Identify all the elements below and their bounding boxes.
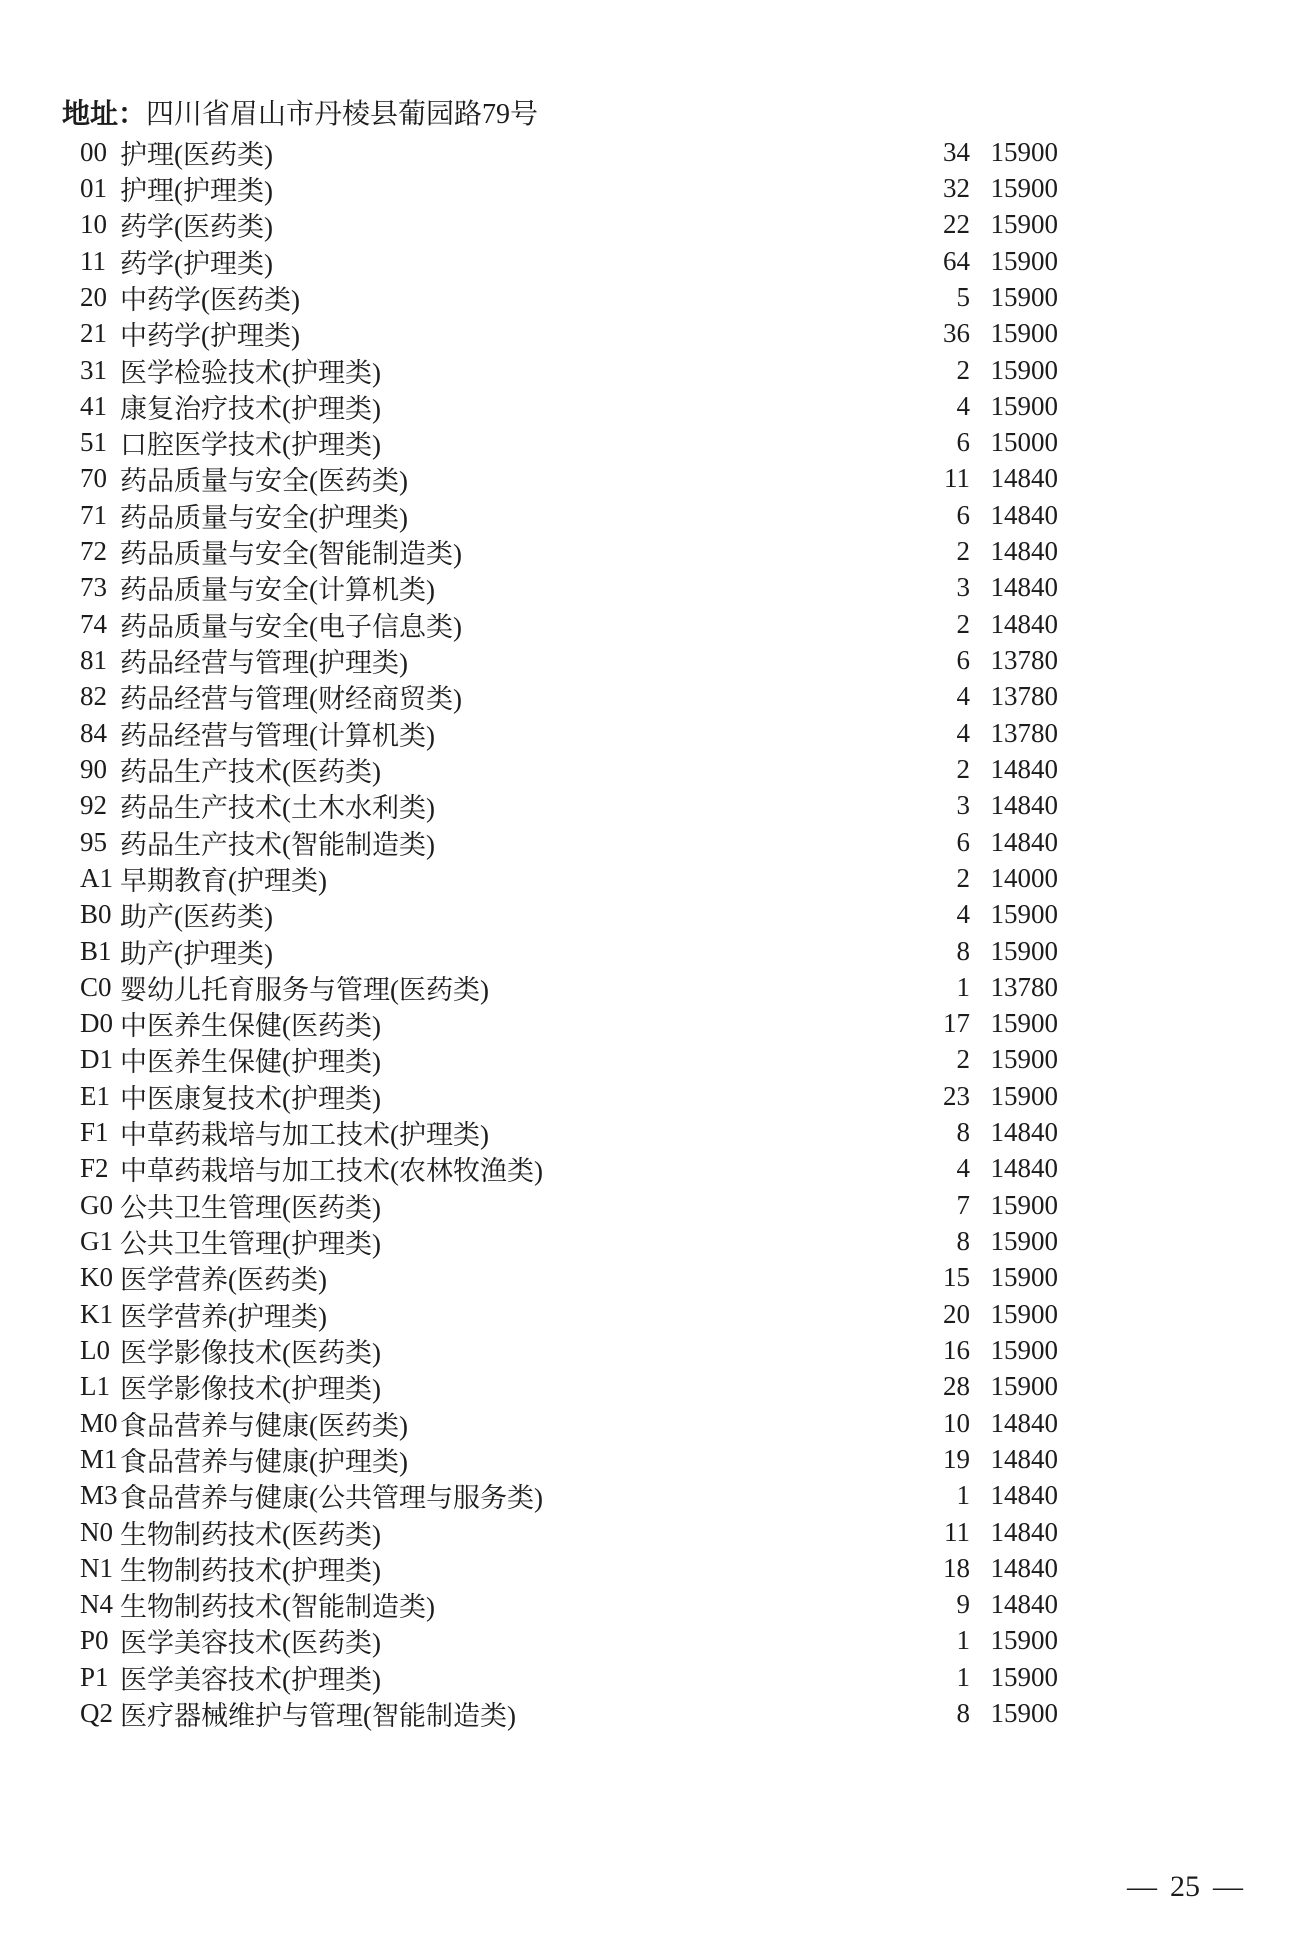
- tuition-fee: 14840: [990, 1407, 1058, 1438]
- major-code: A1: [80, 862, 113, 893]
- tuition-fee: 15900: [990, 209, 1058, 240]
- enrollment-count: 64: [943, 245, 970, 276]
- enrollment-count: 20: [943, 1298, 970, 1329]
- enrollment-count: 4: [956, 681, 970, 712]
- major-name: 医学影像技术(医药类): [120, 1337, 381, 1368]
- tuition-fee: 15900: [990, 1044, 1058, 1075]
- tuition-fee: 14000: [990, 862, 1058, 893]
- major-code: M3: [80, 1480, 118, 1511]
- tuition-fee: 15900: [990, 1334, 1058, 1365]
- major-code: K1: [80, 1298, 113, 1329]
- major-name: 中草药栽培与加工技术(护理类): [120, 1120, 489, 1151]
- page-number-dash-right: —: [1213, 1870, 1243, 1903]
- tuition-fee: 15000: [990, 427, 1058, 458]
- tuition-fee: 15900: [990, 899, 1058, 930]
- table-row: [80, 1114, 1058, 1150]
- major-code: 51: [80, 427, 107, 458]
- page-number-dash-left: —: [1127, 1870, 1157, 1903]
- major-name: 医学营养(医药类): [120, 1265, 327, 1296]
- major-code: N1: [80, 1552, 113, 1583]
- major-code: K0: [80, 1262, 113, 1293]
- page-number-value: 25: [1170, 1870, 1200, 1903]
- enrollment-count: 5: [956, 281, 970, 312]
- major-code: 84: [80, 717, 107, 748]
- enrollment-count: 3: [956, 572, 970, 603]
- enrollment-count: 4: [956, 390, 970, 421]
- tuition-fee: 14840: [990, 1516, 1058, 1547]
- table-row: [80, 1332, 1058, 1368]
- major-name: 医学检验技术(护理类): [120, 357, 381, 388]
- major-name: 医学美容技术(医药类): [120, 1628, 381, 1659]
- tuition-fee: 14840: [990, 536, 1058, 567]
- table-row: [80, 1659, 1058, 1695]
- tuition-fee: 13780: [990, 681, 1058, 712]
- table-row: [80, 751, 1058, 787]
- major-name: 医学影像技术(护理类): [120, 1374, 381, 1405]
- major-name: 食品营养与健康(护理类): [120, 1446, 408, 1477]
- major-code: 11: [80, 245, 106, 276]
- major-code: 01: [80, 172, 107, 203]
- major-name: 中医康复技术(护理类): [120, 1083, 381, 1114]
- table-row: [80, 1369, 1058, 1405]
- major-code: 95: [80, 826, 107, 857]
- enrollment-count: 32: [943, 172, 970, 203]
- major-code: 20: [80, 281, 107, 312]
- table-row: [80, 1187, 1058, 1223]
- major-name: 药品经营与管理(财经商贸类): [120, 684, 462, 715]
- table-row: [80, 243, 1058, 279]
- enrollment-count: 8: [956, 1226, 970, 1257]
- tuition-fee: 14840: [990, 826, 1058, 857]
- tuition-fee: 15900: [990, 1189, 1058, 1220]
- major-name: 康复治疗技术(护理类): [120, 393, 381, 424]
- tuition-fee: 15900: [990, 1262, 1058, 1293]
- tuition-fee: 15900: [990, 1226, 1058, 1257]
- major-name: 中药学(护理类): [120, 321, 300, 352]
- major-name: 药品经营与管理(计算机类): [120, 720, 435, 751]
- tuition-fee: 15900: [990, 318, 1058, 349]
- enrollment-count: 28: [943, 1371, 970, 1402]
- major-name: 护理(护理类): [120, 175, 273, 206]
- tuition-fee: 14840: [990, 1153, 1058, 1184]
- table-row: [80, 642, 1058, 678]
- enrollment-count: 15: [943, 1262, 970, 1293]
- enrollment-count: 4: [956, 717, 970, 748]
- table-row: [80, 352, 1058, 388]
- address-label: 地址：: [62, 99, 147, 130]
- table-row: [80, 1260, 1058, 1296]
- major-name: 中医养生保健(医药类): [120, 1011, 381, 1042]
- major-name: 药品质量与安全(计算机类): [120, 575, 435, 606]
- major-name: 药品质量与安全(护理类): [120, 502, 408, 533]
- table-row: [80, 1623, 1058, 1659]
- table-row: [80, 1151, 1058, 1187]
- major-name: 药学(医药类): [120, 212, 273, 243]
- enrollment-count: 7: [956, 1189, 970, 1220]
- enrollment-count: 4: [956, 1153, 970, 1184]
- table-row: [80, 1223, 1058, 1259]
- major-code: M0: [80, 1407, 118, 1438]
- tuition-fee: 15900: [990, 1625, 1058, 1656]
- major-name: 公共卫生管理(医药类): [120, 1192, 381, 1223]
- major-code: 10: [80, 209, 107, 240]
- major-name: 生物制药技术(护理类): [120, 1555, 381, 1586]
- enrollment-count: 10: [943, 1407, 970, 1438]
- majors-table: [80, 134, 1058, 1732]
- major-name: 药品质量与安全(医药类): [120, 466, 408, 497]
- major-code: B1: [80, 935, 112, 966]
- major-name: 药学(护理类): [120, 248, 273, 279]
- table-row: [80, 679, 1058, 715]
- table-row: [80, 969, 1058, 1005]
- major-code: 90: [80, 753, 107, 784]
- major-code: 70: [80, 463, 107, 494]
- enrollment-count: 2: [956, 608, 970, 639]
- enrollment-count: 22: [943, 209, 970, 240]
- major-code: 71: [80, 499, 107, 530]
- table-row: [80, 1405, 1058, 1441]
- major-name: 助产(护理类): [120, 938, 273, 969]
- tuition-fee: 14840: [990, 1443, 1058, 1474]
- major-name: 医学营养(护理类): [120, 1301, 327, 1332]
- major-name: 药品生产技术(智能制造类): [120, 829, 435, 860]
- major-name: 口腔医学技术(护理类): [120, 430, 381, 461]
- tuition-fee: 15900: [990, 136, 1058, 167]
- major-code: 72: [80, 536, 107, 567]
- enrollment-count: 34: [943, 136, 970, 167]
- enrollment-count: 11: [944, 1516, 970, 1547]
- major-name: 食品营养与健康(医药类): [120, 1410, 408, 1441]
- table-row: [80, 1042, 1058, 1078]
- major-name: 中草药栽培与加工技术(农林牧渔类): [120, 1156, 543, 1187]
- major-name: 护理(医药类): [120, 139, 273, 170]
- tuition-fee: 15900: [990, 245, 1058, 276]
- address-line: [62, 99, 538, 131]
- major-name: 医学美容技术(护理类): [120, 1664, 381, 1695]
- table-row: [80, 170, 1058, 206]
- table-row: [80, 606, 1058, 642]
- enrollment-count: 6: [956, 645, 970, 676]
- major-name: 医疗器械维护与管理(智能制造类): [120, 1701, 516, 1732]
- major-code: P1: [80, 1661, 109, 1692]
- major-name: 药品质量与安全(电子信息类): [120, 611, 462, 642]
- tuition-fee: 14840: [990, 1552, 1058, 1583]
- tuition-fee: 14840: [990, 463, 1058, 494]
- enrollment-count: 23: [943, 1080, 970, 1111]
- major-code: G1: [80, 1226, 113, 1257]
- major-code: 00: [80, 136, 107, 167]
- major-code: D0: [80, 1008, 113, 1039]
- enrollment-count: 1: [956, 1661, 970, 1692]
- table-row: [80, 1695, 1058, 1731]
- major-code: F2: [80, 1153, 109, 1184]
- major-code: N4: [80, 1589, 113, 1620]
- major-code: D1: [80, 1044, 113, 1075]
- table-row: [80, 1296, 1058, 1332]
- table-row: [80, 497, 1058, 533]
- major-code: E1: [80, 1080, 110, 1111]
- major-code: F1: [80, 1117, 109, 1148]
- tuition-fee: 15900: [990, 172, 1058, 203]
- tuition-fee: 15900: [990, 354, 1058, 385]
- tuition-fee: 14840: [990, 1480, 1058, 1511]
- table-row: [80, 824, 1058, 860]
- enrollment-count: 1: [956, 971, 970, 1002]
- enrollment-count: 9: [956, 1589, 970, 1620]
- major-name: 生物制药技术(智能制造类): [120, 1592, 435, 1623]
- major-code: N0: [80, 1516, 113, 1547]
- enrollment-count: 2: [956, 536, 970, 567]
- tuition-fee: 15900: [990, 1298, 1058, 1329]
- major-name: 药品生产技术(土木水利类): [120, 793, 435, 824]
- table-row: [80, 316, 1058, 352]
- major-code: 81: [80, 645, 107, 676]
- tuition-fee: 15900: [990, 390, 1058, 421]
- enrollment-count: 11: [944, 463, 970, 494]
- enrollment-count: 2: [956, 354, 970, 385]
- enrollment-count: 36: [943, 318, 970, 349]
- tuition-fee: 13780: [990, 645, 1058, 676]
- tuition-fee: 14840: [990, 608, 1058, 639]
- table-row: [80, 1587, 1058, 1623]
- enrollment-count: 19: [943, 1443, 970, 1474]
- enrollment-count: 2: [956, 753, 970, 784]
- enrollment-count: 4: [956, 899, 970, 930]
- major-code: 73: [80, 572, 107, 603]
- table-row: [80, 1006, 1058, 1042]
- tuition-fee: 15900: [990, 1661, 1058, 1692]
- tuition-fee: 15900: [990, 1008, 1058, 1039]
- enrollment-count: 8: [956, 935, 970, 966]
- tuition-fee: 13780: [990, 971, 1058, 1002]
- enrollment-count: 6: [956, 499, 970, 530]
- major-name: 药品经营与管理(护理类): [120, 648, 408, 679]
- enrollment-count: 6: [956, 427, 970, 458]
- tuition-fee: 15900: [990, 935, 1058, 966]
- enrollment-count: 2: [956, 862, 970, 893]
- major-code: 31: [80, 354, 107, 385]
- major-code: 74: [80, 608, 107, 639]
- tuition-fee: 14840: [990, 790, 1058, 821]
- table-row: [80, 860, 1058, 896]
- table-row: [80, 207, 1058, 243]
- tuition-fee: 14840: [990, 753, 1058, 784]
- major-name: 中药学(医药类): [120, 284, 300, 315]
- major-name: 助产(医药类): [120, 902, 273, 933]
- enrollment-count: 2: [956, 1044, 970, 1075]
- tuition-fee: 15900: [990, 1698, 1058, 1729]
- tuition-fee: 14840: [990, 572, 1058, 603]
- table-row: [80, 897, 1058, 933]
- major-code: 21: [80, 318, 107, 349]
- major-name: 公共卫生管理(护理类): [120, 1229, 381, 1260]
- tuition-fee: 15900: [990, 281, 1058, 312]
- major-code: Q2: [80, 1698, 113, 1729]
- address-value: 四川省眉山市丹棱县葡园路79号: [146, 99, 539, 130]
- table-row: [80, 715, 1058, 751]
- enrollment-count: 18: [943, 1552, 970, 1583]
- table-row: [80, 1478, 1058, 1514]
- major-code: G0: [80, 1189, 113, 1220]
- major-code: B0: [80, 899, 112, 930]
- table-row: [80, 1514, 1058, 1550]
- enrollment-count: 8: [956, 1117, 970, 1148]
- table-row: [80, 461, 1058, 497]
- table-row: [80, 1441, 1058, 1477]
- table-row: [80, 533, 1058, 569]
- major-code: 41: [80, 390, 107, 421]
- major-name: 中医养生保健(护理类): [120, 1047, 381, 1078]
- major-code: M1: [80, 1443, 118, 1474]
- major-name: 食品营养与健康(公共管理与服务类): [120, 1483, 543, 1514]
- major-name: 药品生产技术(医药类): [120, 756, 381, 787]
- table-row: [80, 1550, 1058, 1586]
- table-row: [80, 788, 1058, 824]
- major-code: L0: [80, 1334, 110, 1365]
- enrollment-count: 3: [956, 790, 970, 821]
- enrollment-count: 17: [943, 1008, 970, 1039]
- enrollment-count: 8: [956, 1698, 970, 1729]
- table-row: [80, 279, 1058, 315]
- enrollment-count: 6: [956, 826, 970, 857]
- table-row: [80, 134, 1058, 170]
- tuition-fee: 14840: [990, 1589, 1058, 1620]
- major-name: 婴幼儿托育服务与管理(医药类): [120, 974, 489, 1005]
- enrollment-count: 1: [956, 1480, 970, 1511]
- table-row: [80, 1078, 1058, 1114]
- table-row: [80, 933, 1058, 969]
- enrollment-count: 16: [943, 1334, 970, 1365]
- table-row: [80, 425, 1058, 461]
- major-code: L1: [80, 1371, 110, 1402]
- tuition-fee: 14840: [990, 499, 1058, 530]
- table-row: [80, 570, 1058, 606]
- major-code: 82: [80, 681, 107, 712]
- major-name: 生物制药技术(医药类): [120, 1519, 381, 1550]
- major-name: 早期教育(护理类): [120, 865, 327, 896]
- table-row: [80, 388, 1058, 424]
- major-code: P0: [80, 1625, 109, 1656]
- major-code: 92: [80, 790, 107, 821]
- tuition-fee: 15900: [990, 1080, 1058, 1111]
- page-number: [1127, 1870, 1243, 1904]
- major-code: C0: [80, 971, 112, 1002]
- tuition-fee: 15900: [990, 1371, 1058, 1402]
- tuition-fee: 14840: [990, 1117, 1058, 1148]
- major-name: 药品质量与安全(智能制造类): [120, 539, 462, 570]
- tuition-fee: 13780: [990, 717, 1058, 748]
- enrollment-count: 1: [956, 1625, 970, 1656]
